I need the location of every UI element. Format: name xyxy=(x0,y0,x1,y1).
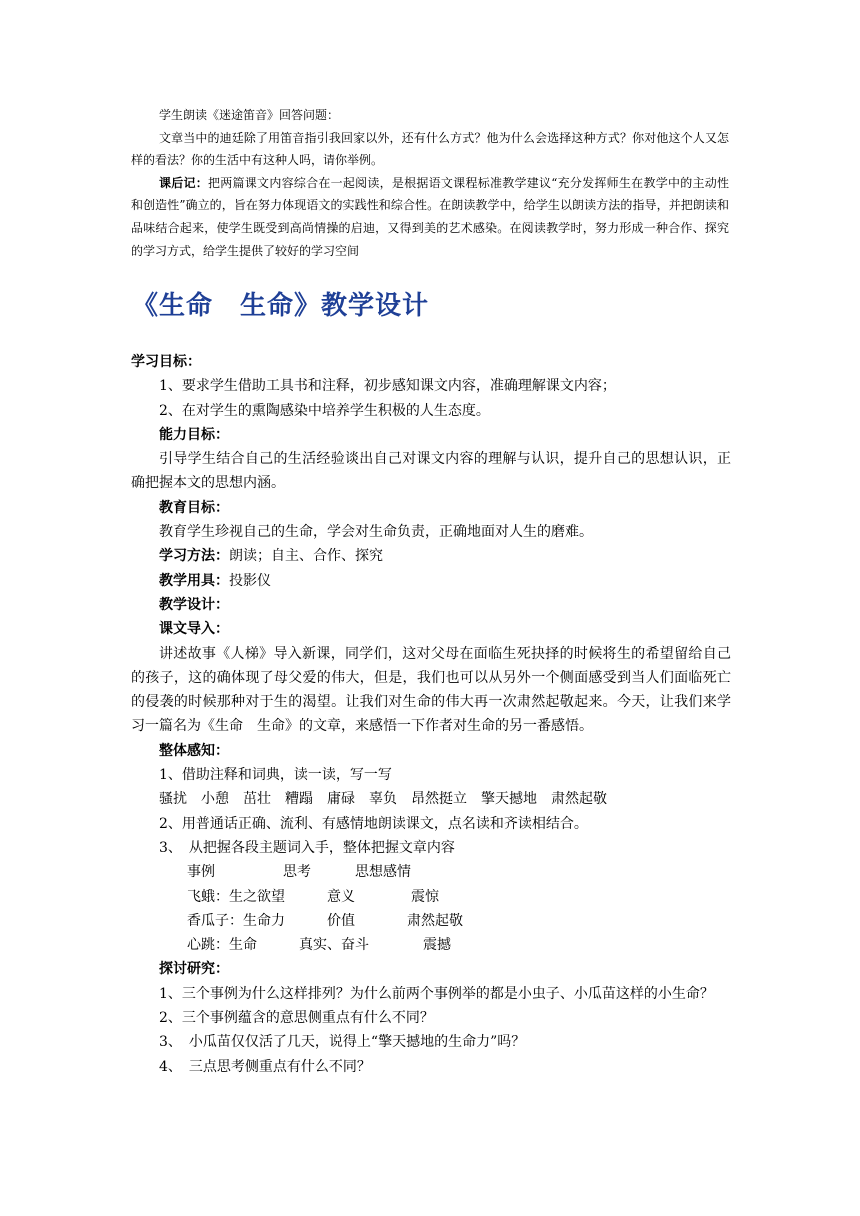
overall-item-1: 1、借助注释和词典，读一读，写一写 xyxy=(159,767,392,784)
method-text: 朗读；自主、合作、探究 xyxy=(229,548,383,565)
theme-table-row xyxy=(131,885,731,909)
discussion-item: 4、 三点思考侧重点有什么不同？ xyxy=(159,1058,371,1075)
method-label: 学习方法： xyxy=(159,548,229,565)
theme-cell: 意义 xyxy=(327,888,355,905)
overall-heading: 整体感知： xyxy=(159,742,229,759)
lead-in-text: 讲述故事《人梯》导入新课，同学们，这对父母在面临生死抉择的时候将生的希望留给自己的孩子，这的确体现了母父爱的伟大，但是，我们也可以从另外一个侧面感受到当人们面临死亡的侵袭的时候那种对于生的渴望。让我们对生命的伟大再一次肃然起敬起来。今天，让我们来学习一篇名为《生命 生命》的文章，来感悟一下作者对生命的另一番感悟。 xyxy=(131,645,731,735)
intro-question-prompt: 学生朗读《迷途笛音》回答问题： xyxy=(159,108,340,122)
goal-item: 1、要求学生借助工具书和注释，初步感知课文内容，准确理解课文内容； xyxy=(159,378,616,395)
document-title: 《生命 生命》教学设计 xyxy=(132,291,430,321)
tools-label: 教学用具： xyxy=(159,572,229,589)
discussion-item: 1、三个事例为什么这样排列？为什么前两个事例举的都是小虫子、小瓜苗这样的小生命？ xyxy=(159,985,714,1002)
ability-heading: 能力目标： xyxy=(159,426,229,443)
ability-text: 引导学生结合自己的生活经验谈出自己对课文内容的理解与认识，提升自己的思想认识，正确把握本文的思想内涵。 xyxy=(131,451,731,492)
intro-section xyxy=(131,104,729,262)
theme-cell: 思想感情 xyxy=(355,864,411,881)
theme-cell: 价值 xyxy=(327,912,355,929)
education-heading: 教育目标： xyxy=(159,499,229,516)
theme-cell: 香瓜子：生命力 xyxy=(187,912,285,929)
theme-cell: 思考 xyxy=(283,864,311,881)
intro-question-text: 文章当中的迪廷除了用笛音指引我回家以外，还有什么方式？他为什么会选择这种方式？你对他这个人又怎样的看法？你的生活中有这种人吗，请你举例。 xyxy=(131,130,729,168)
overall-item-2: 2、用普通话正确、流利、有感情地朗读课文，点名读和齐读相结合。 xyxy=(159,815,588,832)
tools-text: 投影仪 xyxy=(229,572,271,589)
discussion-heading: 探讨研究： xyxy=(159,961,229,978)
design-heading: 教学设计： xyxy=(159,596,229,613)
overall-item-3: 3、 从把握各段主题词入手，整体把握文章内容 xyxy=(159,839,455,856)
discussion-item: 2、三个事例蕴含的意思侧重点有什么不同？ xyxy=(159,1010,434,1027)
theme-table-row xyxy=(131,909,731,933)
goal-item: 2、在对学生的熏陶感染中培养学生积极的人生态度。 xyxy=(159,402,490,419)
method-line xyxy=(131,544,731,568)
lead-in-heading: 课文导入： xyxy=(159,621,229,638)
theme-table-row xyxy=(131,860,731,884)
tools-line xyxy=(131,569,731,593)
theme-table-row xyxy=(131,933,731,957)
vocabulary-words: 骚扰 小憩 茁壮 糟蹋 庸碌 辜负 昂然挺立 擎天撼地 肃然起敬 xyxy=(159,791,607,808)
theme-cell: 肃然起敬 xyxy=(407,912,463,929)
goals-heading: 学习目标： xyxy=(131,354,201,370)
education-text: 教育学生珍视自己的生命，学会对生命负责，正确地面对人生的磨难。 xyxy=(159,524,593,541)
theme-cell: 飞蛾：生之欲望 xyxy=(187,888,285,905)
theme-cell: 真实、奋斗 xyxy=(299,937,369,954)
theme-cell: 事例 xyxy=(187,864,215,881)
theme-cell: 震撼 xyxy=(423,937,451,954)
afterword-text: 把两篇课文内容综合在一起阅读，是根据语文课程标准教学建议“充分发挥师生在教学中的主动性和创造性”确立的，旨在努力体现语文的实践性和综合性。在朗读教学中，给学生以朗读方法的指导，并把朗读和品味结合起来，使学生既受到高尚情操的启迪，又得到美的艺术感染。在阅读教学时，努力形成一种合作、探究的学习方式，给学生提供了较好的学习空间 xyxy=(131,175,729,258)
lesson-plan-body xyxy=(131,350,731,1079)
discussion-item: 3、 小瓜苗仅仅活了几天，说得上“擎天撼地的生命力”吗？ xyxy=(159,1034,526,1051)
afterword-label: 课后记： xyxy=(159,175,209,190)
theme-cell: 震惊 xyxy=(411,888,439,905)
afterword-paragraph xyxy=(131,172,729,262)
theme-cell: 心跳：生命 xyxy=(187,937,257,954)
